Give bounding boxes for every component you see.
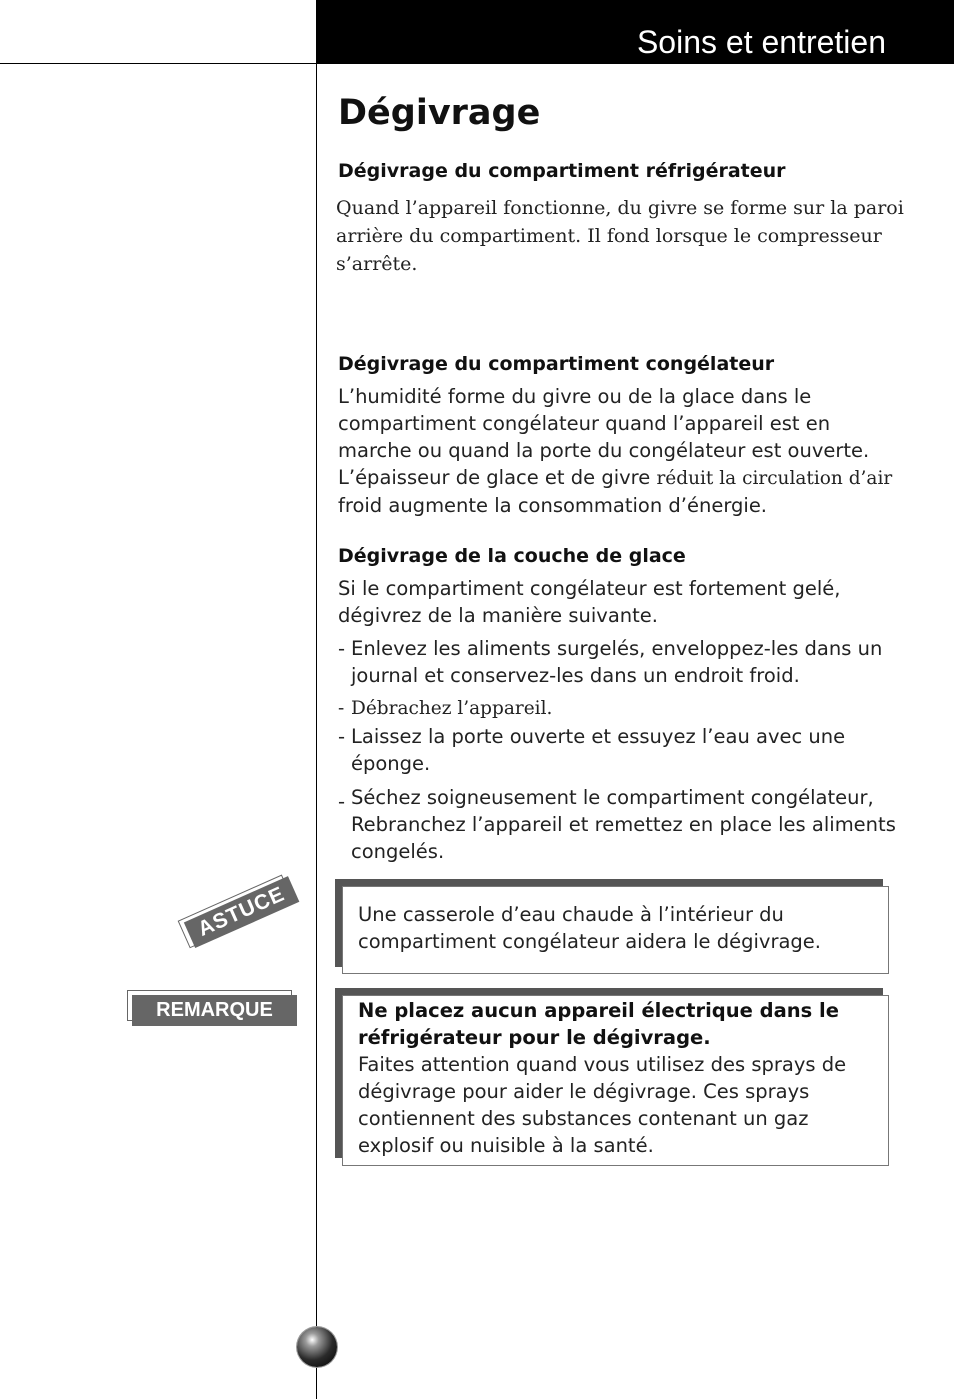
ice-heading: Dégivrage de la couche de glace — [338, 545, 686, 567]
margin-rule — [316, 0, 317, 1399]
tip-box — [342, 886, 889, 974]
list-item — [338, 635, 898, 689]
astuce-tag-label: ASTUCE — [184, 876, 300, 948]
list-dash: - — [338, 725, 346, 748]
page-title: Dégivrage — [338, 93, 541, 133]
page-marker-icon — [297, 1327, 337, 1367]
list-item — [338, 723, 898, 777]
note-box — [342, 995, 889, 1166]
tip-text: Une casserole d’eau chaude à l’intérieur du compartiment congélateur aidera le dégivrage. — [358, 903, 821, 953]
list-item-text: Séchez soigneusement le compartiment congélateur, Rebranchez l’appareil et remettez en place les aliments congelés. — [351, 786, 896, 863]
ice-intro: Si le compartiment congélateur est fortement gelé, dégivrez de la manière suivante. — [338, 577, 841, 627]
note-body-text: Faites attention quand vous utilisez des sprays de dégivrage pour aider le dégivrage. Ces sprays contiennent des substances contenant un gaz explosif ou nuisible à la santé. — [358, 1053, 847, 1157]
list-item — [338, 784, 898, 865]
list-dash: - — [338, 790, 346, 813]
remarque-tag: REMARQUE — [132, 995, 297, 1026]
list-item-text: Laissez la porte ouverte et essuyez l’eau avec une éponge. — [351, 725, 846, 775]
section-title: Soins et entretien — [636, 24, 886, 60]
astuce-tag — [182, 875, 302, 950]
freezer-text-part2: réduit la circulation d’air — [656, 468, 893, 489]
list-item-text: Débrachez l’appareil. — [351, 698, 553, 719]
freezer-heading: Dégivrage du compartiment congélateur — [338, 353, 775, 375]
list-dash: - — [338, 637, 346, 660]
fridge-text: Quand l’appareil fonctionne, du givre se forme sur la paroi arrière du compartiment. Il fond lorsque le compresseur s’arrête. — [336, 197, 904, 275]
header-bar — [317, 0, 954, 64]
fridge-heading: Dégivrage du compartiment réfrigérateur — [338, 160, 786, 182]
freezer-text-part3: froid augmente la consommation d’énergie. — [338, 494, 768, 517]
freezer-text — [338, 383, 898, 519]
list-dash: - — [338, 698, 345, 719]
freezer-text-part1: L’humidité forme du givre ou de la glace dans le compartiment congélateur quand l’appareil est en marche ou quand la porte du congélateur est ouverte. L’épaisseur de glace et de givre — [338, 385, 870, 489]
note-text — [358, 997, 868, 1159]
list-item — [338, 695, 898, 722]
header-rule — [0, 63, 317, 64]
list-item-text: Enlevez les aliments surgelés, enveloppez-les dans un journal et conservez-les dans un endroit froid. — [351, 637, 883, 687]
note-bold-text: Ne placez aucun appareil électrique dans le réfrigérateur pour le dégivrage. — [358, 999, 839, 1049]
